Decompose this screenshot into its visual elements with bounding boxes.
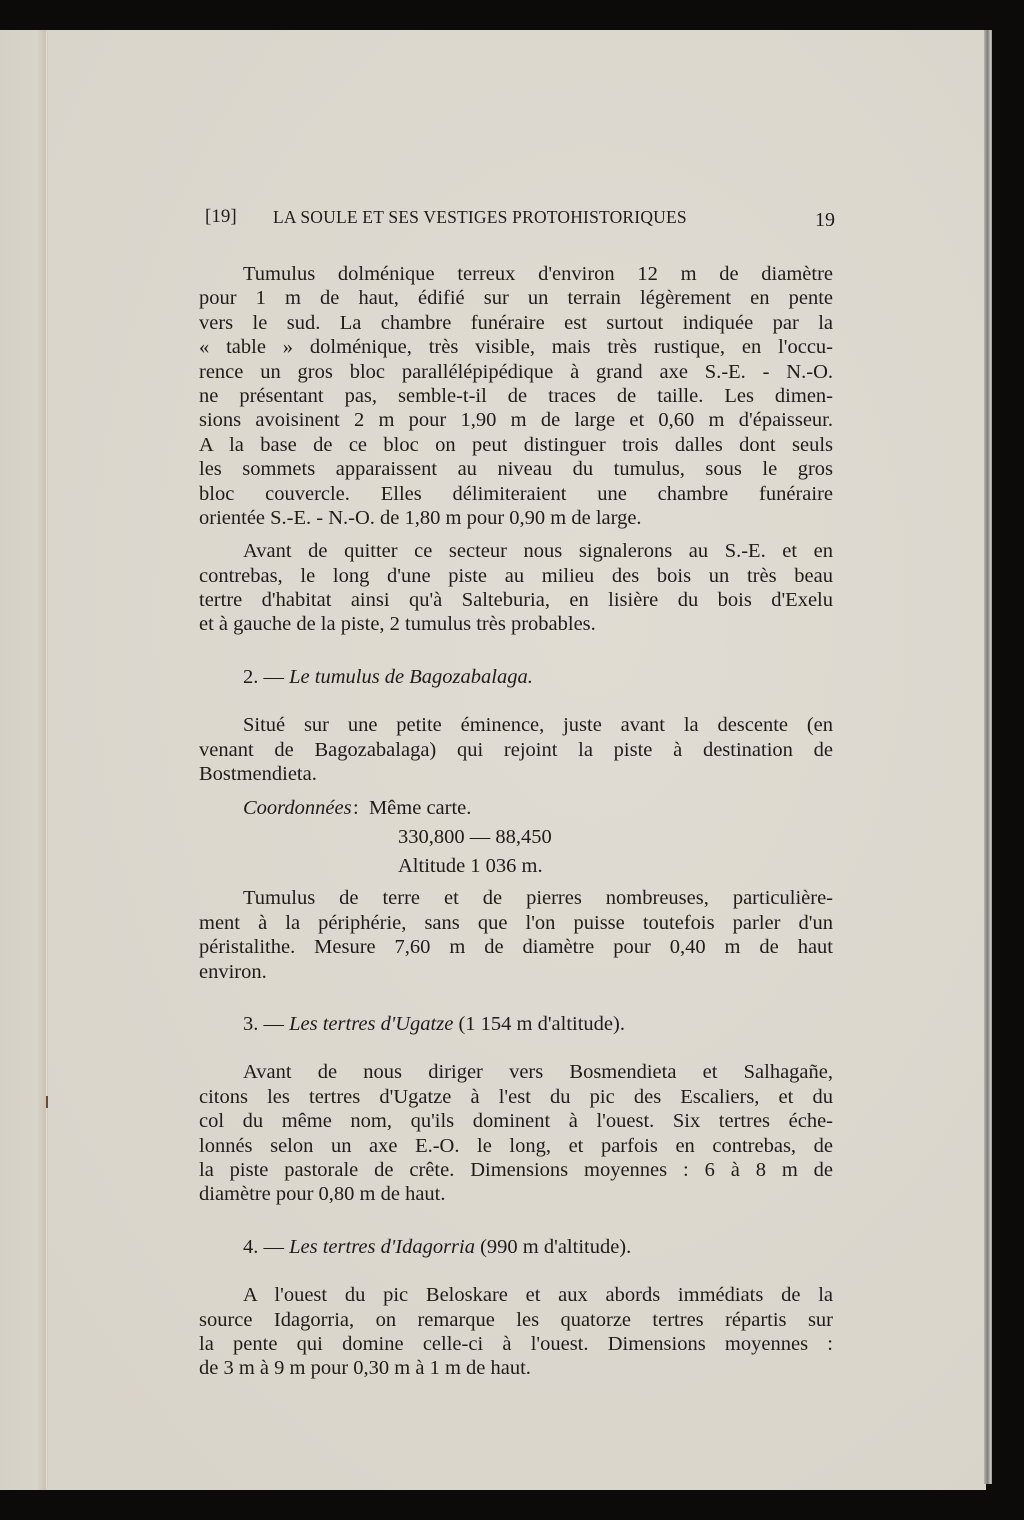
paragraph-tumulus-terre [199,886,833,984]
heading-title: Le tumulus de Bagozabalaga. [289,665,533,688]
text-line: ne présentant pas, semble-t-il de traces de taille. Les dimen- [199,384,833,407]
text-line: A la base de ce bloc on peut distinguer trois dalles dont seuls [199,433,833,456]
coordinates-row-altitude [199,854,833,883]
text-line: la piste pastorale de crête. Dimensions moyennes : 6 à 8 m de [199,1158,833,1181]
heading-suffix: (990 m d'altitude). [480,1235,632,1258]
section-reference: [19] [205,206,237,227]
coordinates-block [199,796,833,883]
text-line: col du même nom, qu'ils dominent à l'ouest. Six tertres éche- [199,1110,833,1133]
text-line: Situé sur une petite éminence, juste avant la descente (en [243,714,833,737]
section-heading-3 [199,1012,833,1036]
text-line: la pente qui domine celle-ci à l'ouest. Dimensions moyennes : [199,1332,833,1355]
paragraph-ugatze [199,1060,833,1206]
page-stack-edge [984,30,992,1484]
text-line: bloc couvercle. Elles délimiteraient une chambre funéraire [199,482,833,505]
heading-title: Les tertres d'Ugatze [289,1012,454,1035]
heading-title: Les tertres d'Idagorria [289,1235,475,1258]
text-line: citons les tertres d'Ugatze à l'est du pic des Escaliers, et du [199,1085,833,1108]
coordinates-map: Même carte. [368,797,472,820]
section-heading-2 [199,665,833,689]
section-heading-4 [199,1235,833,1259]
running-title: LA SOULE ET SES VESTIGES PROTOHISTORIQUES [273,207,687,227]
heading-number: 4. — [243,1235,284,1258]
text-line: pour 1 m de haut, édifié sur un terrain légèrement en pente [199,287,833,310]
text-line: tertre d'habitat ainsi qu'à Salteburia, en lisière du bois d'Exelu [199,589,833,612]
text-line: les sommets apparaissent au niveau du tumulus, sous le gros [199,458,833,481]
coordinates-values: 330,800 — 88,450 [398,826,552,849]
text-line: « table » dolménique, très visible, mais très rustique, en l'occu- [199,336,833,359]
heading-suffix: (1 154 m d'altitude). [458,1012,625,1035]
page-number: 19 [815,209,835,231]
paper-blemish [46,1096,48,1108]
text-line: Tumulus dolménique terreux d'environ 12 m de diamètre [243,263,833,285]
coordinates-altitude: Altitude 1 036 m. [398,855,543,878]
text-line: contrebas, le long d'une piste au milieu des bois un très beau [199,564,833,587]
text-line: rence un gros bloc parallélépipédique à grand axe S.-E. - N.-O. [199,360,833,383]
text-line: péristalithe. Mesure 7,60 m de diamètre pour 0,40 m de haut [199,936,833,959]
text-line: Avant de quitter ce secteur nous signalerons au S.-E. et en [243,540,833,563]
text-line: orientée S.-E. - N.-O. de 1,80 m pour 0,90 m de large. [199,506,642,529]
text-line: Tumulus de terre et de pierres nombreuses, particulière- [243,887,833,910]
text-line: diamètre pour 0,80 m de haut. [199,1183,446,1206]
text-line: A l'ouest du pic Beloskare et aux abords immédiats de la [243,1284,833,1307]
heading-number: 2. — [243,665,284,688]
text-line: ment à la périphérie, sans que l'on puisse toutefois parler d'un [199,911,833,934]
paragraph-bagozabalaga [199,713,833,786]
text-line: vers le sud. La chambre funéraire est surtout indiquée par la [199,311,833,334]
paragraph-secteur [199,539,833,637]
heading-number: 3. — [243,1012,284,1035]
binding-gutter [45,32,48,1488]
coordinates-row-map [199,796,833,825]
text-line: et à gauche de la piste, 2 tumulus très probables. [199,613,596,636]
text-line: environ. [199,960,267,983]
text-line: source Idagorria, on remarque les quatorze tertres répartis sur [199,1308,833,1331]
text-line: lonnés selon un axe E.-O. le long, et parfois en contrebas, de [199,1134,833,1157]
coordinates-label: Coordonnées [243,797,352,820]
coordinates-separator: : [353,797,359,820]
text-line: Avant de nous diriger vers Bosmendieta et Salhagañe, [243,1061,833,1084]
body-text [199,262,833,1381]
paragraph-idagorria [199,1283,833,1381]
facing-page-edge [0,30,46,1490]
running-header [205,206,835,238]
coordinates-row-values [199,825,833,854]
text-line: de 3 m à 9 m pour 0,30 m à 1 m de haut. [199,1357,531,1380]
paragraph-tumulus-description [199,262,833,530]
text-line: sions avoisinent 2 m pour 1,90 m de large et 0,60 m d'épaisseur. [199,409,833,432]
text-line: venant de Bagozabalaga) qui rejoint la piste à destination de [199,738,833,761]
text-line: Bostmendieta. [199,763,317,786]
